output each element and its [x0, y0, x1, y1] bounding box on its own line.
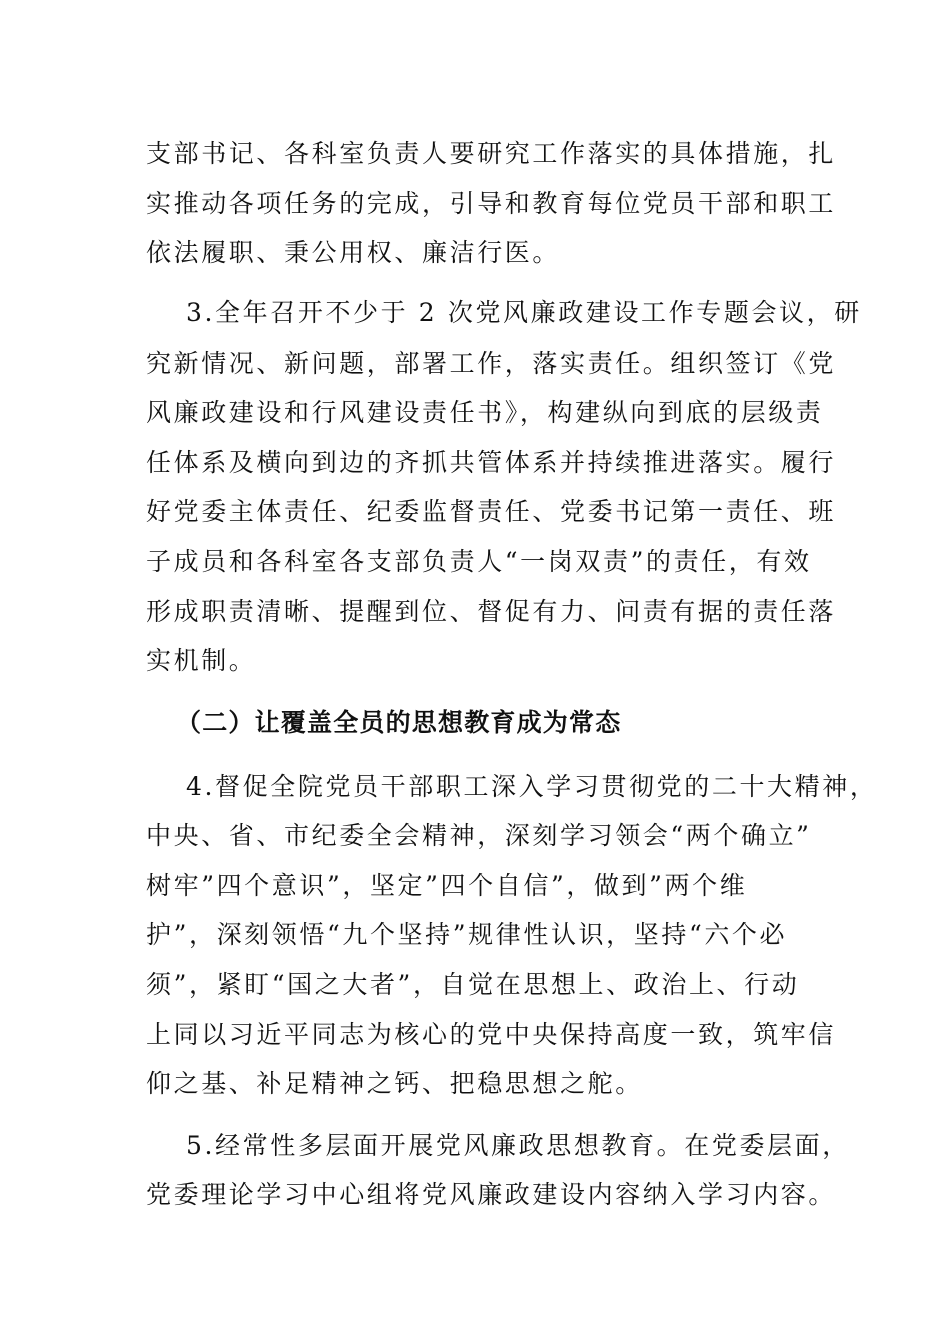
body-text-line: 上同以习近平同志为核心的党中央保持高度一致，筑牢信 — [146, 1020, 837, 1049]
paragraph-3-first-line: 3.全年召开不少于 2 次党风廉政建设工作专题会议，研 — [186, 298, 862, 327]
body-text-line: 树牢”四个意识”，坚定”四个自信”，做到”两个维 — [146, 871, 748, 900]
body-text-line: 实推动各项任务的完成，引导和教育每位党员干部和职工 — [146, 189, 837, 218]
section-heading: （二）让覆盖全员的思想教育成为常态 — [176, 708, 622, 737]
body-text-line: 依法履职、秉公用权、廉洁行医。 — [146, 238, 561, 267]
body-text-line: 实机制。 — [146, 646, 257, 675]
body-text-line: 中央、省、市纪委全会精神，深刻学习领会“两个确立” — [146, 821, 812, 850]
body-text-line: 风廉政建设和行风建设责任书》，构建纵向到底的层级责 — [146, 398, 824, 427]
body-text-line: 须”，紧盯“国之大者”，自觉在思想上、政治上、行动 — [146, 970, 800, 999]
body-text-line: 支部书记、各科室负责人要研究工作落实的具体措施，扎 — [146, 139, 837, 168]
body-text-line: 究新情况、新问题，部署工作，落实责任。组织签订《党 — [146, 349, 837, 378]
body-text-line: 好党委主体责任、纪委监督责任、党委书记第一责任、班 — [146, 497, 837, 526]
body-text-line: 任体系及横向到边的齐抓共管体系并持续推进落实。履行 — [146, 448, 837, 477]
paragraph-5-first-line: 5.经常性多层面开展党风廉政思想教育。在党委层面， — [186, 1131, 850, 1160]
body-text-line: 党委理论学习中心组将党风廉政建设内容纳入学习内容。 — [146, 1180, 837, 1209]
paragraph-4-first-line: 4.督促全院党员干部职工深入学习贯彻党的二十大精神， — [186, 772, 878, 801]
body-text-line: 子成员和各科室各支部负责人“一岗双责”的责任，有效 — [146, 547, 812, 576]
body-text-line: 形成职责清晰、提醒到位、督促有力、问责有据的责任落 — [146, 597, 837, 626]
body-text-line: 仰之基、补足精神之钙、把稳思想之舵。 — [146, 1069, 643, 1098]
body-text-line: 护”，深刻领悟“九个坚持”规律性认识，坚持“六个必 — [146, 920, 788, 949]
